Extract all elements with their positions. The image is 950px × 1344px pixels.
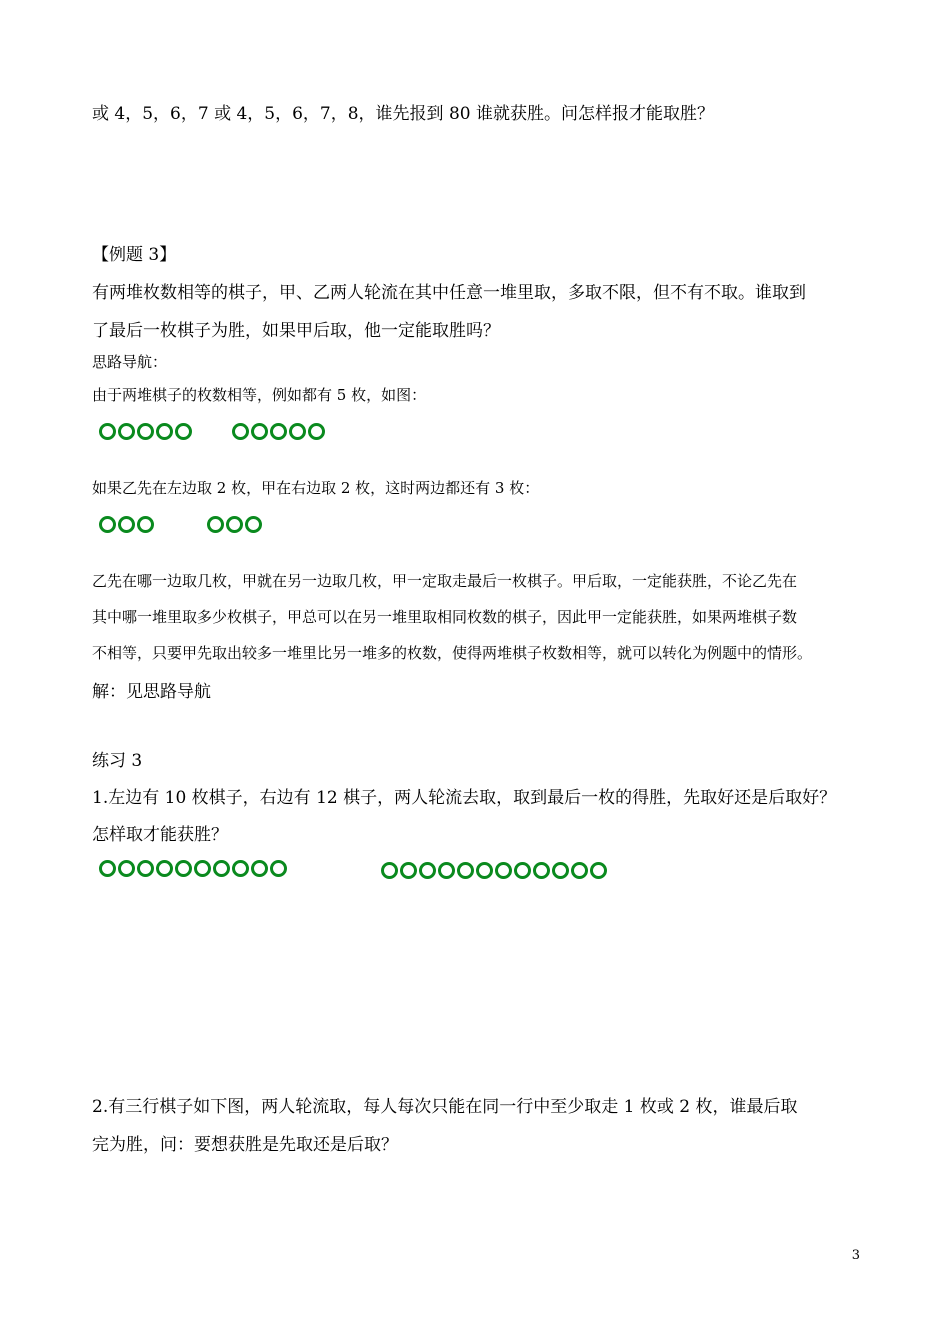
intro-line: 或 4，5，6，7 或 4，5，6，7，8，谁先报到 80 谁就获胜。问怎样报才能取胜？: [92, 104, 714, 124]
explain-line2: 其中哪一堆里取多少枚棋子，甲总可以在另一堆里取相同枚数的棋子，因此甲一定能获胜，如果两堆棋子数: [92, 608, 798, 626]
chess-piece: [438, 862, 455, 879]
practice3-heading: 练习 3: [92, 751, 143, 771]
chess-piece: [207, 516, 224, 533]
pile-left-5: [99, 423, 194, 440]
chess-piece: [571, 862, 588, 879]
pile-left-10: [99, 860, 289, 877]
chess-piece: [495, 862, 512, 879]
chess-piece: [175, 860, 192, 877]
chess-piece: [533, 862, 550, 879]
hint-line2: 如果乙先在左边取 2 枚，甲在右边取 2 枚，这时两边都还有 3 枚：: [92, 479, 540, 497]
chess-piece: [99, 516, 116, 533]
hint-label: 思路导航：: [92, 353, 168, 371]
chess-piece: [270, 423, 287, 440]
chess-piece: [118, 423, 135, 440]
example3-heading: 【例题 3】: [92, 245, 177, 265]
chess-piece: [400, 862, 417, 879]
chess-piece: [514, 862, 531, 879]
chess-piece: [137, 516, 154, 533]
example3-problem-line2: 了最后一枚棋子为胜，如果甲后取，他一定能取胜吗？: [92, 321, 500, 341]
chess-piece: [156, 423, 173, 440]
pile-right-3: [207, 516, 264, 533]
chess-piece: [99, 860, 116, 877]
chess-piece: [137, 860, 154, 877]
chess-piece: [251, 860, 268, 877]
page-number: 3: [851, 1248, 860, 1263]
explain-line3: 不相等，只要甲先取出较多一堆里比另一堆多的枚数，使得两堆棋子枚数相等，就可以转化为例题中的情形。: [92, 644, 813, 662]
chess-piece: [232, 423, 249, 440]
chess-piece: [156, 860, 173, 877]
chess-piece: [213, 860, 230, 877]
chess-piece: [194, 860, 211, 877]
chess-piece: [226, 516, 243, 533]
chess-piece: [419, 862, 436, 879]
chess-piece: [590, 862, 607, 879]
q2-line1: 2.有三行棋子如下图，两人轮流取，每人每次只能在同一行中至少取走 1 枚或 2 枚，谁最后取: [92, 1097, 798, 1117]
chess-piece: [308, 423, 325, 440]
chess-piece: [457, 862, 474, 879]
pile-left-3: [99, 516, 156, 533]
chess-piece: [552, 862, 569, 879]
chess-piece: [118, 516, 135, 533]
chess-piece: [251, 423, 268, 440]
q2-line2: 完为胜，问：要想获胜是先取还是后取？: [92, 1135, 398, 1155]
pile-right-5: [232, 423, 327, 440]
chess-piece: [137, 423, 154, 440]
chess-piece: [289, 423, 306, 440]
chess-piece: [245, 516, 262, 533]
chess-piece: [381, 862, 398, 879]
chess-piece: [270, 860, 287, 877]
chess-piece: [99, 423, 116, 440]
chess-piece: [118, 860, 135, 877]
q1-line1: 1.左边有 10 枚棋子，右边有 12 棋子，两人轮流去取，取到最后一枚的得胜，先取好还是后取好？: [92, 788, 837, 808]
chess-piece: [232, 860, 249, 877]
explain-line1: 乙先在哪一边取几枚，甲就在另一边取几枚，甲一定取走最后一枚棋子。甲后取，一定能获胜，不论乙先在: [92, 572, 798, 590]
q1-line2: 怎样取才能获胜？: [92, 825, 228, 845]
example3-problem-line1: 有两堆枚数相等的棋子，甲、乙两人轮流在其中任意一堆里取，多取不限，但不有不取。谁取到: [92, 283, 806, 303]
chess-piece: [175, 423, 192, 440]
hint-line1: 由于两堆棋子的枚数相等，例如都有 5 枚，如图：: [92, 386, 427, 404]
chess-piece: [476, 862, 493, 879]
pile-right-12: [381, 862, 609, 879]
solution-line: 解：见思路导航: [92, 682, 211, 702]
